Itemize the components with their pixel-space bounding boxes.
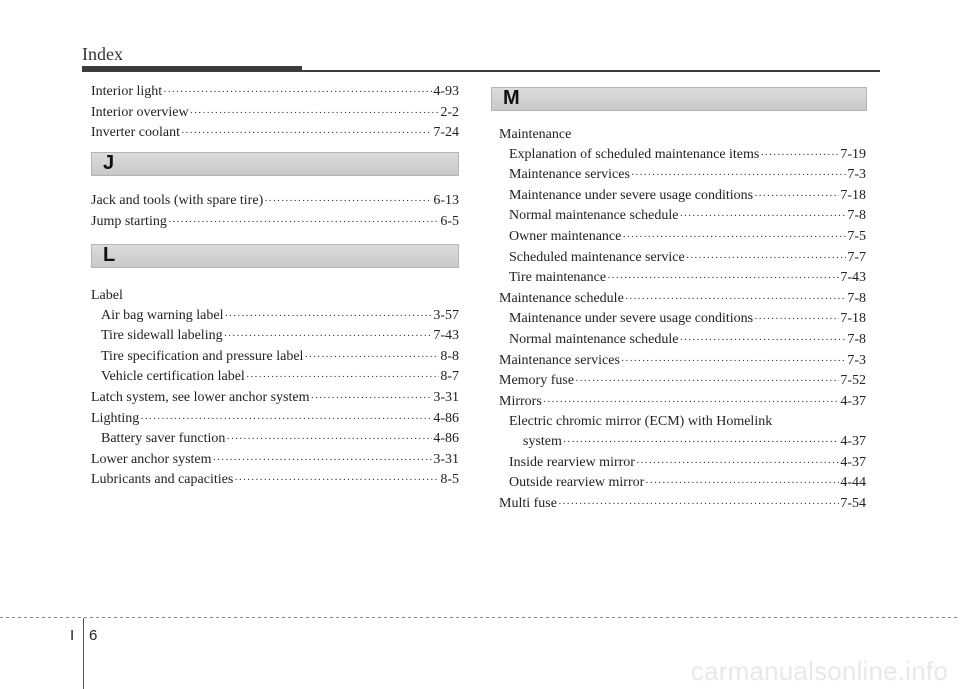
entry-label: Explanation of scheduled maintenance items xyxy=(509,146,760,162)
entry-label: Battery saver function xyxy=(101,431,226,447)
leader-dots xyxy=(636,454,839,474)
entry-label: Maintenance services xyxy=(509,167,630,183)
index-subentry[interactable] xyxy=(499,309,866,330)
leader-dots xyxy=(760,146,839,166)
index-entry[interactable] xyxy=(91,191,459,212)
entry-label: Air bag warning label xyxy=(101,307,224,323)
entry-page: 3-57 xyxy=(433,307,459,323)
leader-dots xyxy=(264,192,432,212)
entry-page: 8-5 xyxy=(440,472,459,488)
index-subentry[interactable] xyxy=(499,268,866,289)
index-subentry[interactable] xyxy=(499,473,866,494)
entry-page: 7-7 xyxy=(847,249,866,265)
entry-page: 7-52 xyxy=(840,373,866,389)
entry-label: Electric chromic mirror (ECM) with Homelink xyxy=(509,414,773,430)
entry-page: 4-44 xyxy=(840,475,866,491)
entry-label-continued: system xyxy=(523,433,562,449)
entry-label: Jack and tools (with spare tire) xyxy=(91,193,264,208)
leader-dots xyxy=(226,430,432,450)
entry-label: Scheduled maintenance service xyxy=(509,249,685,265)
entry-page: 7-43 xyxy=(840,270,866,286)
index-entry[interactable] xyxy=(91,82,459,103)
index-subentry[interactable] xyxy=(91,347,459,368)
entry-page: 7-8 xyxy=(847,208,866,224)
i-section-tail xyxy=(91,82,459,144)
entry-page: 7-8 xyxy=(847,290,866,306)
leader-dots xyxy=(558,495,839,515)
leader-dots xyxy=(607,269,839,289)
leader-dots xyxy=(181,124,432,144)
entry-label: Lower anchor system xyxy=(91,451,212,467)
index-subentry[interactable] xyxy=(91,367,459,388)
index-subentry[interactable] xyxy=(499,165,866,186)
index-entry[interactable] xyxy=(91,450,459,471)
entry-label: Jump starting xyxy=(91,213,167,229)
entry-label: Lighting xyxy=(91,410,140,426)
entry-label: Lubricants and capacities xyxy=(91,472,234,488)
leader-dots xyxy=(645,474,839,494)
entry-label: Normal maintenance schedule xyxy=(509,208,679,224)
header-rule-thin xyxy=(302,70,880,72)
index-entry[interactable] xyxy=(91,388,459,409)
entry-label: Mirrors xyxy=(499,393,542,409)
leader-dots xyxy=(304,348,439,368)
entry-label: Maintenance under severe usage conditions xyxy=(509,187,754,203)
entry-page: 6-5 xyxy=(440,213,459,229)
section-header-j xyxy=(91,152,459,176)
l-section xyxy=(91,286,459,491)
entry-label: Maintenance under severe usage conditions xyxy=(509,311,754,327)
section-letter: L xyxy=(103,244,116,266)
leader-dots xyxy=(543,393,840,413)
leader-dots xyxy=(631,166,846,186)
entry-label: Interior light xyxy=(91,84,163,99)
entry-label: Owner maintenance xyxy=(509,228,622,244)
leader-dots xyxy=(190,104,440,124)
footer-rule xyxy=(0,617,960,618)
index-subentry[interactable] xyxy=(499,145,866,166)
m-section xyxy=(499,125,866,514)
entry-page: 2-2 xyxy=(440,104,459,120)
leader-dots xyxy=(246,368,440,388)
entry-label: Inside rearview mirror xyxy=(509,454,635,470)
entry-page: 7-5 xyxy=(847,228,866,244)
footer-section-letter: I xyxy=(70,627,75,644)
index-subentry[interactable] xyxy=(499,227,866,248)
index-entry[interactable] xyxy=(91,212,459,233)
entry-page: 7-18 xyxy=(840,187,866,203)
index-entry[interactable] xyxy=(499,392,866,413)
leader-dots xyxy=(163,83,432,103)
entry-label: Tire specification and pressure label xyxy=(101,348,304,364)
leader-dots xyxy=(625,290,847,310)
watermark-text: carmanualsonline.info xyxy=(690,656,948,686)
leader-dots xyxy=(622,228,846,248)
entry-page: 4-86 xyxy=(433,431,459,447)
entry-label: Latch system, see lower anchor system xyxy=(91,389,310,405)
leader-dots xyxy=(621,352,846,372)
entry-page: 8-8 xyxy=(440,348,459,364)
entry-page: 7-43 xyxy=(433,328,459,344)
index-entry[interactable] xyxy=(499,289,866,310)
leader-dots xyxy=(754,187,839,207)
entry-page: 7-18 xyxy=(840,311,866,327)
entry-page: 3-31 xyxy=(433,451,459,467)
leader-dots xyxy=(754,310,839,330)
entry-label: Vehicle certification label xyxy=(101,369,245,385)
index-entry[interactable] xyxy=(499,351,866,372)
entry-label: Inverter coolant xyxy=(91,125,181,141)
index-subentry-multiline[interactable] xyxy=(499,412,866,452)
index-entry[interactable] xyxy=(91,123,459,144)
entry-page: 4-37 xyxy=(840,393,866,409)
index-subentry[interactable] xyxy=(499,248,866,269)
leader-dots xyxy=(168,213,439,233)
entry-label: Multi fuse xyxy=(499,495,557,511)
entry-label: Interior overview xyxy=(91,104,189,120)
leader-dots xyxy=(224,307,432,327)
leader-dots xyxy=(224,327,433,347)
entry-label: Maintenance schedule xyxy=(499,290,624,306)
index-subentry[interactable] xyxy=(91,429,459,450)
entry-label: Memory fuse xyxy=(499,373,575,389)
entry-label: Tire maintenance xyxy=(509,270,607,286)
entry-page: 7-24 xyxy=(433,125,459,141)
entry-page: 6-13 xyxy=(433,193,459,208)
entry-page: 4-37 xyxy=(840,433,866,449)
leader-dots xyxy=(563,433,839,453)
entry-page: 8-7 xyxy=(440,369,459,385)
entry-page: 7-19 xyxy=(840,146,866,162)
entry-label: Maintenance services xyxy=(499,352,620,368)
leader-dots xyxy=(213,451,433,471)
entry-page: 7-3 xyxy=(847,167,866,183)
entry-page: 7-8 xyxy=(847,331,866,347)
index-subentry[interactable] xyxy=(91,306,459,327)
index-entry[interactable] xyxy=(91,103,459,124)
j-section xyxy=(91,191,459,232)
index-subentry[interactable] xyxy=(91,326,459,347)
index-subentry[interactable] xyxy=(499,330,866,351)
entry-page: 7-54 xyxy=(840,495,866,511)
footer-divider xyxy=(83,618,84,689)
footer-page-number: 6 xyxy=(89,627,98,644)
index-entry[interactable] xyxy=(91,470,459,491)
index-subentry[interactable] xyxy=(499,186,866,207)
leader-dots xyxy=(686,249,847,269)
section-header-m xyxy=(491,87,867,111)
index-entry[interactable] xyxy=(499,371,866,392)
entry-group-head: Maintenance xyxy=(499,127,572,142)
entry-page: 4-86 xyxy=(433,410,459,426)
entry-page: 7-3 xyxy=(847,352,866,368)
section-header-l xyxy=(91,244,459,268)
entry-label: Tire sidewall labeling xyxy=(101,328,223,344)
leader-dots xyxy=(575,372,839,392)
index-subentry[interactable] xyxy=(499,206,866,227)
leader-dots xyxy=(679,331,846,351)
entry-group-head: Label xyxy=(91,288,123,303)
index-entry[interactable] xyxy=(499,494,866,515)
page-title: Index xyxy=(82,44,123,64)
entry-label: Normal maintenance schedule xyxy=(509,331,679,347)
leader-dots xyxy=(311,389,433,409)
leader-dots xyxy=(679,207,846,227)
leader-dots xyxy=(140,410,432,430)
entry-page: 4-37 xyxy=(840,454,866,470)
index-subentry[interactable] xyxy=(499,453,866,474)
section-letter: J xyxy=(103,152,115,174)
header-rule-thick xyxy=(82,66,302,72)
entry-page: 4-93 xyxy=(433,84,459,99)
index-entry[interactable] xyxy=(91,409,459,430)
leader-dots xyxy=(234,471,439,491)
section-letter: M xyxy=(503,87,520,109)
entry-page: 3-31 xyxy=(433,389,459,405)
entry-label: Outside rearview mirror xyxy=(509,475,645,491)
